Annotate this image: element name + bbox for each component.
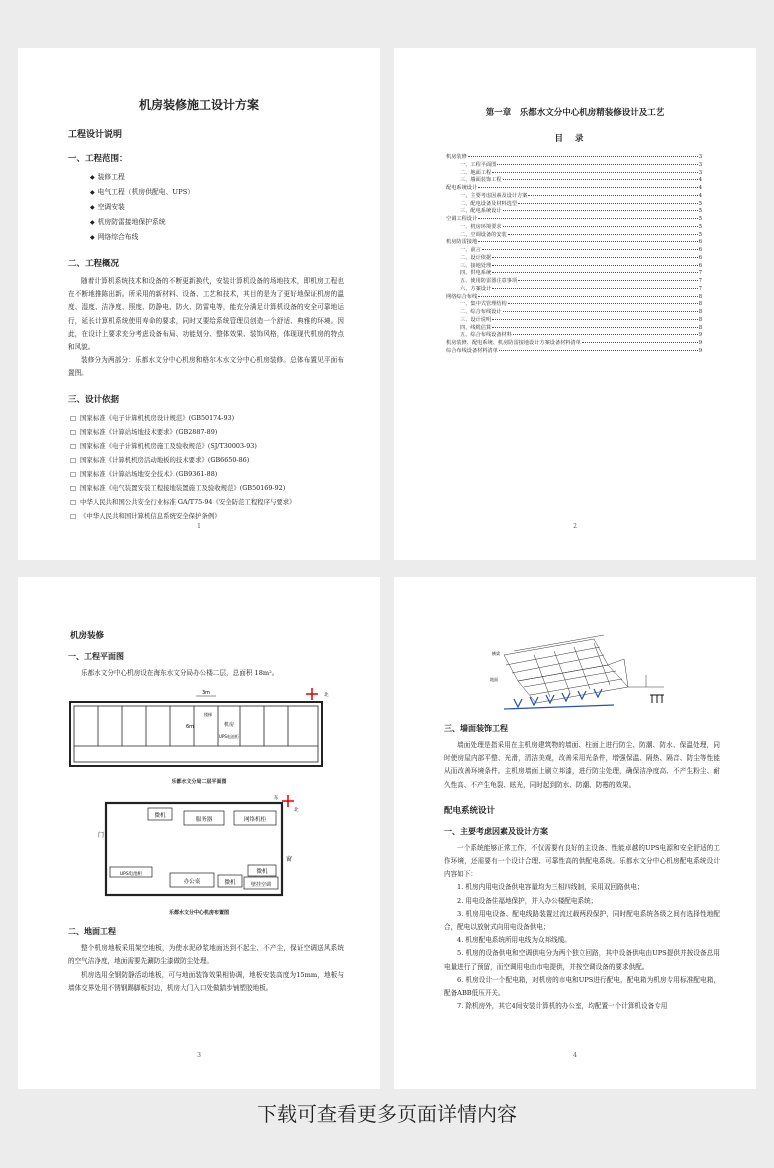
toc-leader [492,272,698,273]
toc-entry-label: 一、主要考虑因素及设计方案 [460,192,528,199]
toc-entry-page: 5 [698,208,702,215]
toc-entry[interactable] [446,348,702,356]
toc-entry-label: 三、设计说明 [460,316,492,323]
section-heading: 二、工程概况 [68,259,120,269]
list-item: ◆ 机房防雷接地保护系统 [90,215,380,230]
compass-icon [282,795,294,807]
toc-entry[interactable] [446,270,702,278]
table-of-contents [446,154,702,356]
ground-icon [650,695,664,703]
device-label: 微机 [154,813,166,820]
page-title: 机房装修 [70,631,105,641]
figure-caption: 乐都水文分中心机房布置图 [168,910,229,917]
toc-entry-page: 4 [698,192,702,199]
toc-entry-page: 5 [698,216,702,222]
toc-entry-page: 6 [698,262,702,269]
toc-leader [499,350,698,351]
toc-entry-page: 3 [698,161,702,168]
toc-entry-page: 4 [698,177,702,184]
standard-item: □ 国家标准《计算机机房活动地板的技术要求》(GB6650-86) [70,453,380,467]
device-label: 网络机柜 [243,817,267,824]
toc-entry-label: 三、配电系统设计 [460,208,502,215]
paragraph: 墙面处理是指采用在主机房建筑物的墙面、柱面上进行防尘、防潮、防水、保温处理，同时使房屋内部平整、光滑，清洁美观，改善采用光条件，增强保温、隔热、隔音、防尘等性能从而改善环境条件。主机房墙面上刷立邦漆，进行防尘处理，确保洁净度高、不产生粉尘、耐久性高、不产生龟裂、眩光，同时起到防水、防潮、防霉的效果。 [444,741,720,789]
toc-entry-page: 8 [698,309,702,315]
toc-entry-label: 二、地面工程 [460,169,492,176]
toc-entry-label: 配电系统设计 [446,185,478,191]
toc-entry[interactable] [446,247,702,255]
toc-leader [503,311,698,312]
toc-entry-label: 一、工程平面图 [460,161,497,168]
toc-entry-label: 机房装修 [446,154,467,160]
list-item: 1. 机房内用电设备供电容量均为三相四线制，采用双回路供电； [457,883,644,892]
section-heading: 二、地面工程 [68,926,116,937]
document-page-2 [394,48,756,560]
toc-leader [468,156,698,157]
device-label: 壁挂空调 [250,882,272,889]
toc-entry-label: 机房装修、配电系统、机房防雷接地设计方案设备材料清单 [446,340,581,346]
standard-item: □ 中华人民共和国公共安全行业标准 GA/T75-94《安全防范工程程序与要求》 [70,495,380,509]
page-number: 4 [573,1052,577,1059]
toc-entry-label: 综合布线设备材料清单 [446,347,498,354]
list-item: 2. 用电设备住福地保护，并入办公楼配电系统； [457,896,598,905]
toc-entry[interactable] [446,154,702,162]
paragraph: 装修分为两部分：乐都水文分中心机房和格尔木水文分中心机房装修。总体布置见平面布置图。 [68,356,344,378]
toc-entry-label: 二、空调设备的安装 [460,231,507,238]
toc-entry-page: 8 [698,301,702,308]
toc-entry[interactable] [446,286,702,294]
section-heading: 三、设计依据 [68,394,120,405]
list-item: 7. 除机房外，其它4间安装计算机的办公室，均配置一个计算机设备专用 [457,1002,668,1011]
window-label: 窗 [286,856,293,864]
toc-entry[interactable] [446,185,702,193]
page-number: 1 [197,523,201,530]
toc-entry-label: 机房防雷接地 [446,239,478,246]
toc-entry-page: 5 [698,223,702,230]
toc-entry[interactable] [446,278,702,286]
east-label: 东 [274,796,279,802]
section-title: 配电系统设计 [444,805,496,816]
toc-entry[interactable] [446,317,702,325]
toc-leader [518,203,698,204]
section-heading: 一、工程范围： [68,154,128,164]
list-item: 5. 机房的设备供电和空调供电分为两个独立回路，其中设备供电由UPS提供并按设备总用电量进行了预留，而空调用电由市电提供，并按空调设备的要求供配。 [444,949,720,971]
toc-leader [492,319,698,320]
toc-entry-label: 一、集中式管理结构 [460,301,507,308]
toc-entry[interactable] [446,332,702,340]
toc-entry-page: 9 [698,332,702,339]
toc-entry-page: 3 [698,169,702,176]
toc-entry-page: 6 [698,254,702,261]
toc-entry-page: 7 [698,278,702,284]
floor-plan-building [18,682,380,778]
device-label: 服务器 [195,817,213,824]
toc-entry-page: 5 [698,200,702,207]
section-subtitle: 工程设计说明 [68,130,123,140]
toc-entry[interactable] [446,255,702,263]
device-label: 微机 [224,880,236,887]
section-heading: 一、主要考虑因素及设计方案 [444,825,548,836]
toc-entry-page: 8 [698,293,702,300]
toc-entry-label: 一、机房环境要求 [460,223,502,230]
diagram-label: 横梁 [492,651,500,656]
standard-item: □ 国家标准《电气装置安装工程接地装置施工及验收规范》(GB50169-92) [70,481,380,495]
document-title: 机房装修施工设计方案 [138,98,259,112]
device-label: 办公桌 [183,879,201,886]
toc-entry[interactable] [446,216,702,224]
document-page-3 [18,577,380,1089]
toc-title: 目录 [554,134,596,144]
toc-entry[interactable] [446,239,702,247]
toc-leader [492,265,698,266]
machine-room-layout [18,789,380,909]
toc-leader [492,172,698,173]
toc-entry-label: 四、供电系统 [460,270,492,277]
standard-item: □ 国家标准《电子计算机机房施工及验收规范》(SJ/T30003-93) [70,439,380,453]
toc-entry[interactable] [446,309,702,317]
standard-item: □ 国家标准《计算站场地安全技术》(GB9361-88) [70,467,380,481]
paragraph: 乐都水文分中心机房设在海东水文分局办公楼二层，总面积 18m²。 [81,669,279,677]
toc-entry-label: 四、线缆估算 [460,324,492,331]
toc-leader [492,288,698,289]
toc-entry-label: 五、综合布线设备材料 [460,332,512,339]
paragraph: 一个系统能够正常工作，不仅需要有良好的主设备、性能卓越的UPS电源和安全舒适的工作环境，还需要有一个设计合理、可靠性高的供配电系统。乐都水文分中心机房配电系统设计内容如下： [444,843,720,879]
toc-entry-page: 4 [698,185,702,191]
toc-entry[interactable] [446,177,702,185]
page-number: 3 [197,1052,201,1059]
toc-entry-page: 9 [698,340,702,346]
toc-entry-label: 一、前言 [460,247,481,253]
toc-leader [503,179,698,180]
toc-entry[interactable] [446,193,702,201]
toc-leader [478,296,698,297]
toc-entry-page: 6 [698,239,702,246]
dimension-width: 3m [201,690,211,697]
toc-leader [482,249,698,250]
toc-leader [508,234,698,235]
standard-item: □ 国家标准《电子计算机机房设计规范》(GB50174-93) [70,411,380,425]
toc-leader [508,303,698,304]
toc-entry-label: 五、使用防雷器注意事项 [460,278,518,284]
toc-entry-page: 9 [698,347,702,354]
chapter-title: 第一章 乐都水文分中心机房精装修设计及工艺 [485,108,665,118]
toc-leader [503,226,698,227]
toc-leader [492,257,698,258]
toc-leader [478,187,698,188]
toc-entry-page: 6 [698,247,702,253]
toc-leader [503,210,698,211]
section-heading: 三、墙面装饰工程 [444,723,508,733]
list-item: 4. 机房配电系统所用电线为众邦线缆。 [457,936,571,945]
toc-entry[interactable] [446,232,702,240]
toc-entry[interactable] [446,301,702,309]
paragraph: 随着计算机系统技术和设备的不断更新换代，安装计算机设备的场地技术，即机房工程也在不断地推陈出新。所采用的新材料、设备、工艺和技术，其目的是为了更好地保证机房的温度、湿度、洁净度、照度、防静电、防火、防雷电等，能充分满足计算机设备的安全可靠地运行，延长计算机系统使用寿命的要求，同时又要给系统管理员创造一个舒适、典雅的环境。因此，在设计上要求充分考虑设备布局、功能划分、整体效果、装饰风格，体现现代机房的特点和风貌。 [68,277,344,352]
toc-entry[interactable] [446,208,702,216]
north-label: 北 [324,693,329,699]
toc-entry[interactable] [446,162,702,170]
document-page-1 [18,48,380,560]
toc-entry[interactable] [446,224,702,232]
list-item: ◆ 装修工程 [90,170,380,185]
paragraph: 机房选用全钢防静活动地板，可与地面装饰效果相协调，地板安装高度为15mm，地板与墙体交界处用不锈钢踢脚板封边，机房大门入口处做踏步铺塑胶地板。 [68,970,344,992]
stair-label: 楼梯 [204,712,212,718]
toc-entry-page: 7 [698,270,702,277]
compass-icon [306,688,318,700]
toc-entry-label: 二、设计依据 [460,254,492,261]
raised-floor-diagram [394,625,756,721]
toc-leader [492,327,698,328]
toc-leader [497,164,697,165]
toc-leader [478,218,698,219]
download-banner[interactable]: 下载可查看更多页面详情内容 [257,1102,517,1126]
toc-entry-label: 空调工程设计 [446,216,478,222]
list-item: ◆ 电气工程（机房供配电、UPS） [90,185,380,200]
toc-entry-label: 二、综合布线设计 [460,309,502,315]
figure-caption: 乐都水文分局二层平面图 [171,779,227,786]
toc-entry-label: 六、方案设计 [460,285,492,292]
dimension-height: 6m [185,724,195,731]
device-label: UPS电池柜 [119,872,143,878]
toc-leader [478,241,698,242]
device-label: 微机 [256,869,268,876]
toc-entry-page: 8 [698,316,702,323]
ups-label: UPS电池柜 [219,734,239,740]
toc-entry-page: 5 [698,231,702,238]
page-number: 2 [573,523,577,530]
list-item: ◆ 网络综合布线 [90,230,380,245]
door-label: 门 [98,832,105,840]
toc-leader [518,280,698,281]
list-item: 6. 机房设计一个配电箱，对机房的市电和UPS进行配电，配电箱为机房专用标准配电箱，配备ABB低压开关。 [444,975,720,998]
section-heading: 一、工程平面图 [68,651,124,661]
toc-leader [513,334,698,335]
standard-item: □ 《中华人民共和国计算机信息系统安全保护条例》 [70,509,380,523]
toc-entry-label: 网络综合布线 [446,293,478,300]
room-label: 机房 [223,722,235,729]
paragraph: 整个机房地板采用架空地板，为使水泥砂浆地面达到不起尘、不产尘，保证空调送风系统的空气洁净度，地面需要先涮防尘漆做防尘处理。 [68,944,344,966]
list-item: ◆ 空调安装 [90,200,380,215]
list-item: 3. 机房用电设备、配电线路装置过流过载两段保护，同时配电系统各级之间有选择性地配合，配电以放射式向用电设备供电； [444,909,720,932]
standard-item: □ 国家标准《计算站场地技术要求》(GB2887-89) [70,425,380,439]
toc-entry[interactable] [446,340,702,348]
toc-entry-page: 3 [698,154,702,160]
toc-entry-label: 二、配电设备及材料选型 [460,200,518,207]
document-page-4 [394,577,756,1089]
toc-entry-label: 三、接地处理 [460,262,492,269]
diagram-label: 地面 [490,677,498,682]
toc-leader [528,195,697,196]
toc-entry-label: 三、墙面装饰工程 [460,177,502,184]
toc-entry-page: 7 [698,285,702,292]
north-label: 北 [294,808,299,814]
toc-leader [582,342,698,343]
toc-entry-page: 8 [698,324,702,331]
